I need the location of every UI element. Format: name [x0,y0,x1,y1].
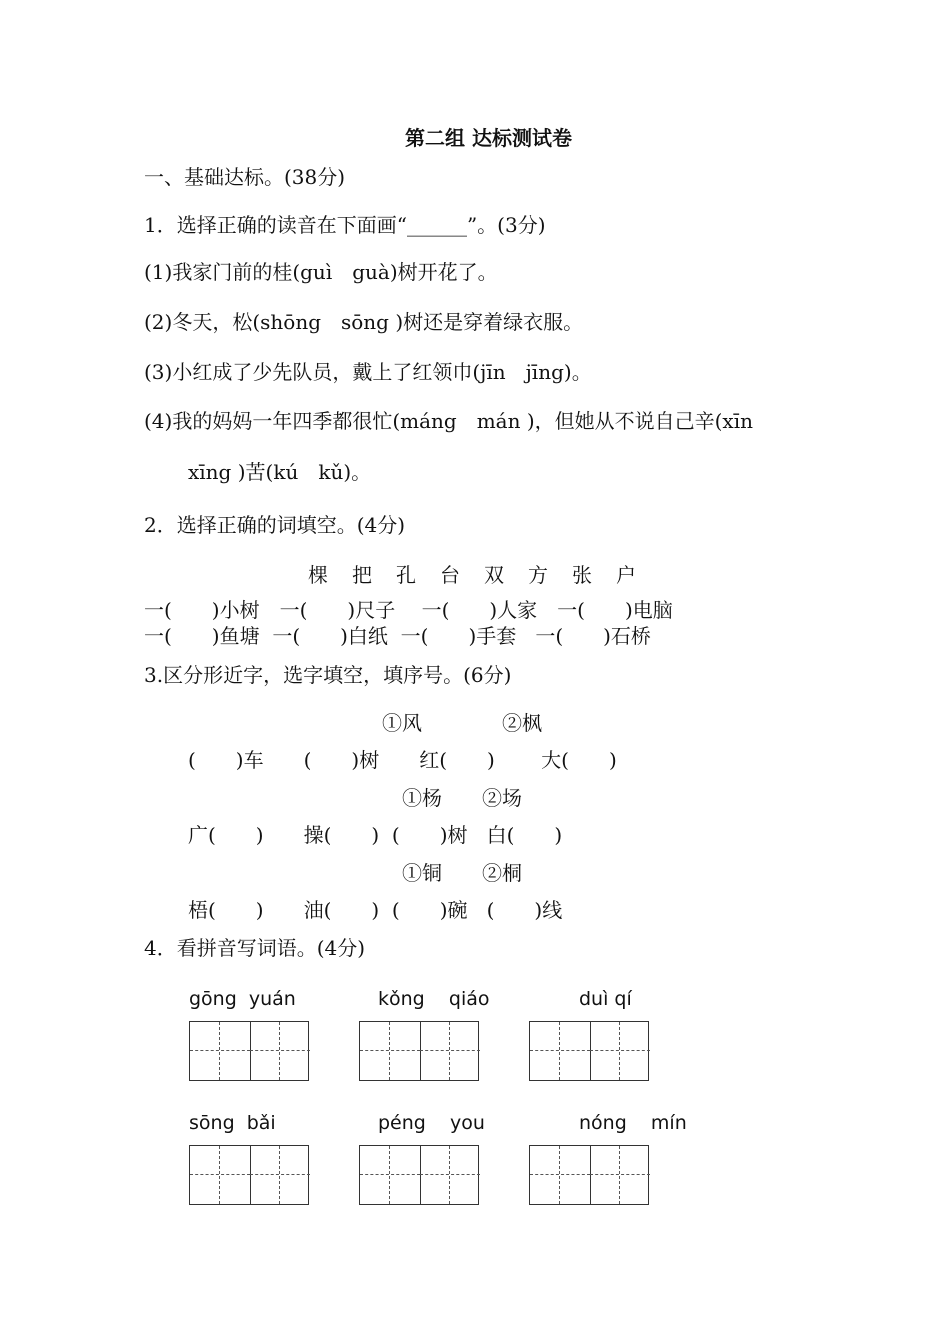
writing-grid[interactable] [529,1021,649,1081]
char-blanks: 广( ) 操( ) ( )树 白( ) [188,823,563,847]
question-2-row: 一( )鱼塘 一( )白纸 一( )手套 一( )石桥 [144,624,651,648]
char-blanks: 梧( ) 油( ) ( )碗 ( )线 [188,898,563,922]
word-bank: 棵 把 孔 台 双 方 张 户 [308,563,638,587]
char-options: ①杨 ②场 [402,786,522,810]
char-options: ①风 ②枫 [382,711,542,735]
question-2-row: 一( )小树 一( )尺子 一( )人家 一( )电脑 [144,598,673,622]
writing-grid[interactable] [359,1021,479,1081]
char-blanks: ( )车 ( )树 红( ) 大( ) [188,748,617,772]
pinyin-label: nóng mín [579,1112,687,1134]
question-1-item: (4)我的妈妈一年四季都很忙(máng mán )，但她从不说自己辛(xīn [144,409,753,433]
writing-grid[interactable] [189,1145,309,1205]
question-1-item: (3)小红成了少先队员，戴上了红领巾(jīn jīng)。 [144,360,592,384]
writing-grid[interactable] [359,1145,479,1205]
pinyin-label: sōng bǎi [189,1112,276,1134]
pinyin-label: duì qí [579,988,632,1010]
question-3-heading: 3.区分形近字，选字填空，填序号。(6分) [144,663,512,687]
question-4-heading: 4．看拼音写词语。(4分) [144,936,366,960]
pinyin-label: kǒng qiáo [378,988,490,1010]
pinyin-label: gōng yuán [189,988,296,1010]
section-heading: 一、基础达标。(38分) [144,165,346,189]
pinyin-label: péng you [378,1112,485,1134]
question-1-item: (1)我家门前的桂(guì guà)树开花了。 [144,260,498,284]
char-options: ①铜 ②桐 [402,861,522,885]
question-1-item: (2)冬天，松(shōng sōng )树还是穿着绿衣服。 [144,310,584,334]
page-title: 第二组 达标测试卷 [405,126,572,150]
writing-grid[interactable] [529,1145,649,1205]
question-1-item: xīng )苦(kú kǔ)。 [188,460,372,484]
question-1-heading: 1．选择正确的读音在下面画“______”。(3分) [144,213,546,237]
question-2-heading: 2．选择正确的词填空。(4分) [144,513,406,537]
writing-grid[interactable] [189,1021,309,1081]
